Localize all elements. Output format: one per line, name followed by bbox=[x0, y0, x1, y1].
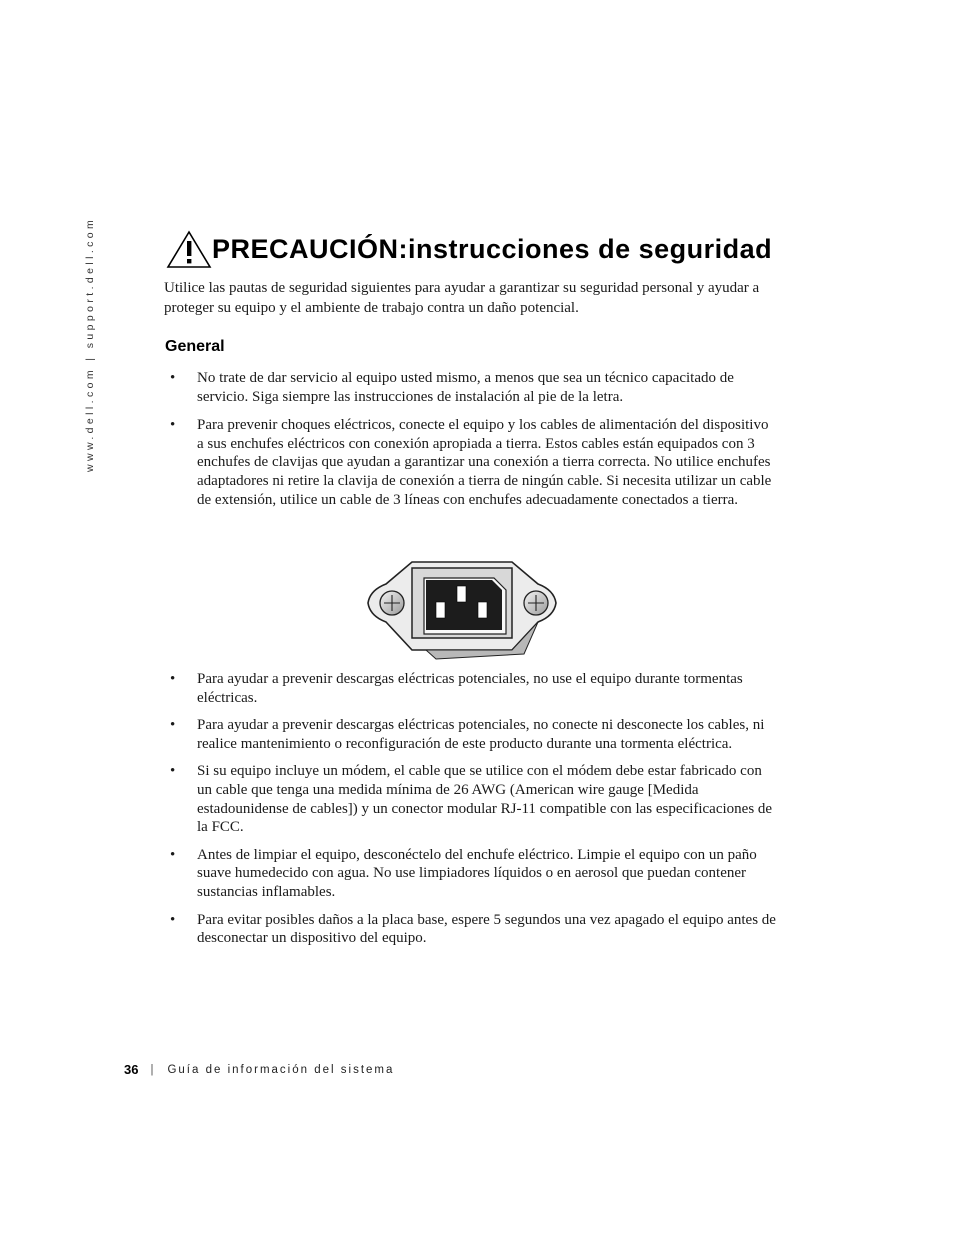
bullet-list-bottom bbox=[168, 670, 778, 948]
section-heading: General bbox=[165, 338, 225, 355]
side-url-banner bbox=[84, 216, 102, 472]
bullet-dot: • bbox=[170, 763, 176, 780]
side-url-text: www.dell.com | support.dell.com bbox=[84, 216, 96, 472]
list-item-text: Para prevenir choques eléctricos, conecte el equipo y los cables de alimentación del dispositivo a sus enchufes eléctricos con conexión apropiada a tierra. Estos cables están equipados con 3 enchufes de clavijas que ayudan a garantizar una conexión a tierra correcta. No utilice enchufes adaptadores ni retire la clavija de conexión a tierra de ningún cable. Si necesita utilizar un cable de extensión, utilice un cable de 3 líneas con enchufes adecuadamente conectados a tierra. bbox=[197, 417, 772, 508]
list-item bbox=[168, 369, 778, 406]
list-item-text: Si su equipo incluye un módem, el cable que se utilice con el módem debe estar fabricado con un cable que tenga una medida mínima de 26 AWG (American wire gauge [Medida estadounidense de cables]) y un conector modular RJ-11 compatible con las especificaciones de la FCC. bbox=[197, 763, 773, 836]
list-item-text: No trate de dar servicio al equipo usted mismo, a menos que sea un técnico capacitado de servicio. Siga siempre las instrucciones de instalación al pie de la letra. bbox=[197, 370, 734, 405]
bullet-dot: • bbox=[170, 717, 176, 734]
list-item bbox=[168, 416, 778, 509]
list-item-text: Para ayudar a prevenir descargas eléctricas potenciales, no use el equipo durante tormentas eléctricas. bbox=[197, 671, 743, 706]
page-title bbox=[166, 228, 772, 270]
list-item bbox=[168, 716, 778, 753]
list-item-text: Para ayudar a prevenir descargas eléctricas potenciales, no conecte ni desconecte los cables, ni realice mantenimiento o reconfiguración de este producto durante una tormenta eléctrica. bbox=[197, 717, 765, 752]
footer-separator: | bbox=[150, 1063, 154, 1076]
list-item bbox=[168, 911, 778, 948]
title-caps: PRECAUCIÓN: bbox=[212, 233, 409, 264]
bullet-dot: • bbox=[170, 911, 176, 928]
bullet-dot: • bbox=[170, 846, 176, 863]
list-item bbox=[168, 762, 778, 836]
guide-title: Guía de información del sistema bbox=[167, 1063, 395, 1076]
page-number: 36 bbox=[124, 1062, 139, 1077]
bullet-dot: • bbox=[170, 671, 176, 687]
power-connector-illustration bbox=[366, 558, 558, 662]
warning-triangle-icon bbox=[166, 229, 212, 269]
page-footer bbox=[124, 1062, 394, 1077]
title-rest: instrucciones de seguridad bbox=[408, 233, 773, 264]
list-item bbox=[168, 670, 778, 707]
list-item-text: Antes de limpiar el equipo, desconéctelo del enchufe eléctrico. Limpie el equipo con un paño suave humedecido con agua. No use limpiadores líquidos o en aerosol que puedan contener sustancias inflamables. bbox=[197, 846, 757, 900]
list-item-text: Para evitar posibles daños a la placa base, espere 5 segundos una vez apagado el equipo antes de desconectar un dispositivo del equipo. bbox=[197, 911, 776, 947]
intro-paragraph: Utilice las pautas de seguridad siguientes para ayudar a garantizar su seguridad personal y ayudar a proteger su equipo y el ambiente de trabajo contra un daño potencial. bbox=[164, 280, 760, 316]
bullet-list-top bbox=[168, 369, 778, 509]
bullet-dot: • bbox=[170, 370, 176, 386]
list-item bbox=[168, 846, 778, 902]
bullet-dot: • bbox=[170, 417, 176, 434]
